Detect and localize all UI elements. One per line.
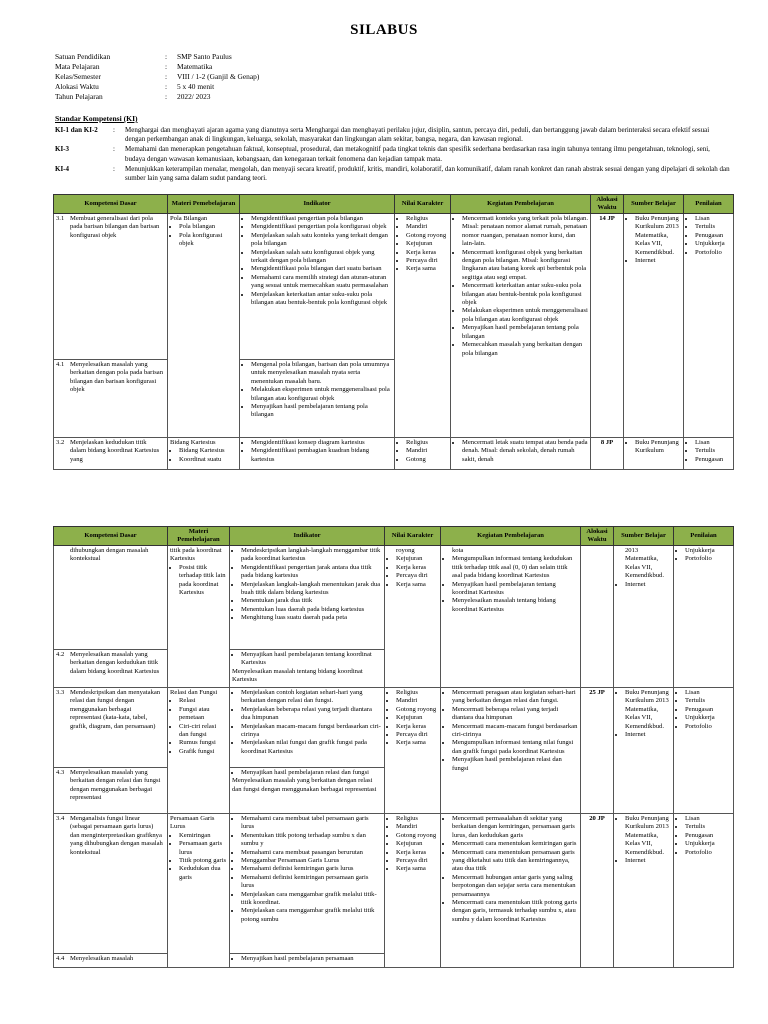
list-item: • Mengidentifikasi pola bilangan dari suatu barisan — [251, 265, 392, 273]
kd-cell — [54, 438, 168, 470]
list-item: • Mencermati beberapa relasi yang terjadi diantara dua himpunan — [452, 706, 578, 723]
list-item: • Mandiri — [396, 823, 438, 831]
document-meta — [55, 52, 259, 102]
kd-number: 3.1 — [56, 215, 65, 222]
list-item: • Mencermati konteks yang terkait pola bilangan. Misal: penataan nomor alamat rumah, penataan nomor ruangan, penataan nomor kursi, dan lain-lain. — [462, 215, 588, 249]
list-item: • Buku Penunjang Kurikulum — [635, 439, 681, 456]
list-item: • Lisan — [685, 689, 731, 697]
list-item: • Mengidentifikasi pengertian pola konfigurasi objek — [251, 223, 392, 231]
list-item: • Memahami definisi kemiringan garis lurus — [241, 865, 382, 873]
header-nilai-karakter: Nilai Karakter — [395, 195, 451, 214]
kd-text: Membuat generalisasi dari pola pada barisan bilangan dan barisan konfigurasi objek — [70, 215, 160, 239]
sumber-continuation: 2013 Matematika, Kelas VII, Kemendikbud. — [625, 547, 665, 580]
header-indikator: Indikator — [230, 527, 385, 546]
meta-row — [55, 92, 259, 102]
list-item: • Mandiri — [406, 223, 448, 231]
list-item: • Mengidentifikasi konsep diagram kartesius — [251, 439, 392, 447]
list-item: • Menyajikan hasil pembelajaran persamaan — [241, 955, 382, 963]
list-item: • Internet — [625, 857, 671, 865]
list-item: • Menyajikan hasil pembelajaran tentang pola bilangan — [462, 324, 588, 341]
list-item: • Mengidentifikasi pembagian kuadran bidang kartesius — [251, 447, 392, 464]
list-item: • Menjelaskan nilai fungsi dan grafik fungsi pada koordinat Kartesius — [241, 739, 382, 756]
kd-number: 4.1 — [56, 361, 65, 368]
table-row — [54, 214, 734, 360]
syllabus-table-2 — [53, 526, 734, 968]
list-item: • Unjukkerja — [695, 240, 731, 248]
indikator-cell — [230, 546, 385, 650]
list-item: • Menjelaskan macam-macam fungsi berdasarkan ciri-cirinya — [241, 723, 382, 740]
list-item: • Percaya diri — [396, 731, 438, 739]
kd-cell — [54, 814, 168, 954]
kd-number: 4.4 — [56, 955, 65, 962]
list-item: • Ciri-ciri relasi dan fungsi — [179, 723, 227, 740]
list-item: • Lisan — [685, 815, 731, 823]
list-item: • Menyajikan hasil pembelajaran tentang koordinat Kartesius — [452, 581, 578, 598]
list-item: • Menyajikan hasil pembelajaran relasi dan fungsi — [452, 756, 578, 773]
list-item: • Kejujuran — [396, 840, 438, 848]
header-materi: Materi Pemebelajaran — [168, 195, 240, 214]
list-item: • Kerja keras — [406, 249, 448, 257]
list-item: • Relasi — [179, 697, 227, 705]
list-item: • Gotong — [406, 456, 448, 464]
list-item: • Penugasan — [685, 832, 731, 840]
list-item: • Unjukkerja — [685, 547, 731, 555]
kd-text: Menyelesaikan masalah yang berkaitan dengan kedudukan titik dalam bidang koordinat Kartesius — [70, 651, 160, 675]
list-item: • Internet — [635, 257, 681, 265]
kegiatan-cell — [441, 688, 581, 814]
list-item: • Percaya diri — [396, 857, 438, 865]
list-item: • Penugasan — [695, 456, 731, 464]
meta-colon: : — [165, 92, 168, 101]
header-sumber: Sumber Belajar — [624, 195, 684, 214]
nilai-continuation: royong — [396, 547, 415, 554]
materi-cell — [168, 546, 230, 688]
list-item: • Percaya diri — [406, 257, 448, 265]
list-item: • Mengumpulkan informasi tentang kedudukan titik terhadap titik asal (0, 0) dan selain titik asal pada bidang koordinat Kartesius — [452, 555, 578, 580]
meta-value: SMP Santo Paulus — [177, 52, 232, 61]
list-item: • Unjukkerja — [685, 714, 731, 722]
list-item: • Memahami cara membuat pasangan berurutan — [241, 849, 382, 857]
materi-text: titik pada koordinat Kartesius — [170, 547, 222, 563]
list-item: • Memahami cara memilih strategi dan aturan-aturan yang sesuai untuk memecahkan suatu permasalahan — [251, 274, 392, 291]
ki-text: Menghargai dan menghayati ajaran agama yang dianutnya serta Menghargai dan menghayati perilaku jujur, disiplin, santun, percaya diri, peduli, dan bertanggung jawab dalam berinteraksi secara efektif sesuai dengan perkembangan anak di lingkungan, keluarga, sekolah, masyarakat dan lingkungan alam sekitar, bangsa, negara, dan kawasan regional. — [125, 126, 710, 144]
meta-colon: : — [165, 62, 168, 71]
list-item: • Bidang Kartesius — [179, 447, 237, 455]
ki-row — [55, 145, 730, 163]
indikator-cell — [230, 954, 385, 968]
list-item: • Buku Penunjang Kurikulum 2013 Matematika, Kelas VII, Kemendikbud. — [635, 215, 681, 257]
table-row — [54, 814, 734, 954]
kd-cell — [54, 650, 168, 688]
list-item: • Mencermati peragaan atau kegiatan sehari-hari yang berkaitan dengan relasi dan fungsi. — [452, 689, 578, 706]
meta-label: Kelas/Semester — [55, 72, 101, 81]
kd-cell — [54, 768, 168, 814]
nilai-cell — [385, 688, 441, 814]
list-item: • Lisan — [695, 215, 731, 223]
sumber-cell — [624, 214, 684, 438]
meta-colon: : — [165, 72, 168, 81]
materi-title: Relasi dan Fungsi — [170, 689, 218, 696]
sumber-cell — [624, 438, 684, 470]
materi-cell — [168, 814, 230, 968]
table-row — [54, 688, 734, 768]
list-item: • Menyelesaikan masalah tentang bidang koordinat Kartesius — [452, 597, 578, 614]
indikator-cell — [240, 214, 395, 360]
nilai-cell — [395, 438, 451, 470]
list-item: • Mandiri — [396, 697, 438, 705]
kd-number: 3.4 — [56, 815, 65, 822]
materi-cell — [168, 438, 240, 470]
meta-row — [55, 52, 259, 62]
meta-row — [55, 62, 259, 72]
penilaian-cell — [684, 214, 734, 438]
kd-cell — [54, 214, 168, 360]
alokasi-cell: 14 JP — [591, 214, 624, 438]
materi-title: Persamaan Garis Lurus — [170, 815, 215, 831]
list-item: • Portofolio — [685, 723, 731, 731]
meta-label: Mata Pelajaran — [55, 62, 100, 71]
list-item: • Menyajikan hasil pembelajaran tentang pola bilangan — [251, 403, 392, 420]
list-item: • Pola konfigurasi objek — [179, 232, 237, 249]
kegiatan-continuation: kota — [452, 547, 464, 554]
ki-text: Menunjukkan keterampilan menalar, mengolah, dan menyaji secara kreatif, produktif, kritis, mandiri, kolaboratif, dan komunikatif, dalam ranah konkret dan ranah abstrak sesuai dengan yang dipelajari di sekolah dan sumber lain yang sama dalam sudut pandang teori. — [125, 164, 730, 183]
list-item: • Kemiringan — [179, 832, 227, 840]
header-alokasi: Alokasi Waktu — [581, 527, 614, 546]
list-item: • Portofolio — [695, 249, 731, 257]
list-item: • Gotong royong — [396, 706, 438, 714]
alokasi-cell: 8 JP — [591, 438, 624, 470]
meta-colon: : — [165, 82, 168, 91]
list-item: • Mengenal pola bilangan, barisan dan pola umumnya untuk menyelesaikan masalah nyata serta menentukan masalah baru. — [251, 361, 392, 386]
ki-row — [55, 165, 730, 183]
list-item: • Kedudukan dua garis — [179, 865, 227, 882]
list-item: • Internet — [625, 581, 671, 589]
kd-text: Menyelesaikan masalah yang berkaitan dengan pola pada barisan bilangan dan barisan konfigurasi objek — [70, 361, 164, 394]
ki-colon: : — [113, 126, 115, 134]
list-item: • Mencermati konfigurasi objek yang berkaitan dengan pola bilangan. Misal: konfigurasi lingkaran atau batang korek api berbentuk pola segitiga atau segi empat. — [462, 249, 588, 283]
list-item: • Mencermati cara menentukan persamaan garis yang diketahui satu titik dan kemiringannya, atau dua titik — [452, 849, 578, 874]
header-kompetensi-dasar: Kompetensi Dasar — [54, 195, 168, 214]
list-item: • Religius — [406, 215, 448, 223]
list-item: • Menjelaskan keterkaitan antar suku-suku pola bilangan atau bentuk-bentuk pola konfigurasi objek — [251, 291, 392, 308]
meta-row — [55, 72, 259, 82]
syllabus-table-1 — [53, 194, 734, 470]
indikator-tail: Menyelesaikan masalah tentang bidang koordinat Kartesius — [232, 667, 363, 684]
list-item: • Mengumpulkan informasi tentang nilai fungsi dan grafik fungsi pada koordinat Kartesius — [452, 739, 578, 756]
meta-row — [55, 82, 259, 92]
kd-cell — [54, 688, 168, 768]
indikator-cell — [240, 438, 395, 470]
indikator-cell — [230, 814, 385, 954]
list-item: • Mencermati permasalahan di sekitar yang berkaitan dengan kemiringan, persamaan garis lurus, dan kedudukan garis — [452, 815, 578, 840]
nilai-cell — [385, 814, 441, 968]
list-item: • Pola bilangan — [179, 223, 237, 231]
list-item: • Melakukan eksperimen untuk menggeneralisasi pola bilangan atau konfigurasi objek — [462, 307, 588, 324]
list-item: • Rumus fungsi — [179, 739, 227, 747]
indikator-cell — [230, 650, 385, 688]
list-item: • Titik potong garis — [179, 857, 227, 865]
list-item: • Kerja sama — [396, 581, 438, 589]
kd-text: Menjelaskan kedudukan titik dalam bidang koordinat Kartesius yang — [70, 439, 160, 463]
list-item: • Mencermati macam-macam fungsi berdasarkan ciri-cirinya — [452, 723, 578, 740]
list-item: • Internet — [625, 731, 671, 739]
ki-list — [55, 126, 730, 184]
penilaian-cell — [684, 438, 734, 470]
list-item: • Menjelaskan contoh kegiatan sehari-hari yang berkaitan dengan relasi dan fungsi. — [241, 689, 382, 706]
penilaian-cell — [674, 688, 734, 814]
table-header-row — [54, 527, 734, 546]
sumber-cell — [614, 546, 674, 688]
sumber-cell — [614, 688, 674, 814]
header-kegiatan: Kegiatan Pembelajaran — [441, 527, 581, 546]
list-item: • Percaya diri — [396, 572, 438, 580]
list-item: • Tertulis — [685, 697, 731, 705]
alokasi-cell: 25 JP — [581, 688, 614, 814]
header-sumber: Sumber Belajar — [614, 527, 674, 546]
list-item: • Menjelaskan beberapa relasi yang terjadi diantara dua himpunan — [241, 706, 382, 723]
header-materi: Materi Pemebelajaran — [168, 527, 230, 546]
list-item: • Memahami cara membuat tabel persamaan garis lurus — [241, 815, 382, 832]
list-item: • Menjelaskan cara menggambar grafik melalui titik-titik koordinat. — [241, 891, 382, 908]
list-item: • Memahami definisi kemiringan persamaan garis lurus — [241, 874, 382, 891]
meta-value: VIII / 1-2 (Ganjil & Genap) — [177, 72, 260, 81]
ki-colon: : — [113, 145, 115, 154]
list-item: • Tertulis — [695, 447, 731, 455]
list-item: • Mengidentifikasi pengertian pola bilangan — [251, 215, 392, 223]
list-item: • Menyajikan hasil pembelajaran tentang koordinat Kartesius — [241, 651, 382, 668]
header-kompetensi-dasar: Kompetensi Dasar — [54, 527, 168, 546]
list-item: • Kerja keras — [396, 849, 438, 857]
indikator-cell — [230, 768, 385, 814]
list-item: • Mencermati keterkaitan antar suku-suku pola bilangan atau bentuk-bentuk pola konfigurasi objek — [462, 282, 588, 307]
list-item: • Penugasan — [695, 232, 731, 240]
list-item: • Kerja keras — [396, 723, 438, 731]
list-item: • Kerja keras — [396, 564, 438, 572]
indikator-cell — [240, 360, 395, 438]
kd-cell — [54, 954, 168, 968]
list-item: • Menentukan titik potong terhadap sumbu x dan sumbu y — [241, 832, 382, 849]
kd-text: Menyelesaikan masalah — [70, 955, 134, 962]
meta-label: Satuan Pendidikan — [55, 52, 111, 61]
list-item: • Kerja sama — [396, 865, 438, 873]
list-item: • Mendeskripsikan langkah-langkah menggambar titik pada koordinat kartesius — [241, 547, 382, 564]
kegiatan-cell — [441, 546, 581, 688]
indikator-tail: Menyelesaikan masalah yang berkaitan dengan relasi dan fungsi dengan menggunakan berbagai representasi — [232, 777, 377, 793]
ki-row — [55, 126, 730, 144]
materi-title: Pola Bilangan — [170, 215, 208, 222]
kd-text: Menyelesaikan masalah yang berkaitan dengan relasi dan fungsi dengan menggunakan berbagai representasi — [70, 769, 161, 802]
table-row — [54, 546, 734, 650]
list-item: • Menjelaskan cara menggambar grafik melalui titik potong sumbu — [241, 907, 382, 924]
list-item: • Menjelaskan salah satu konfigurasi objek yang terkait dengan pola bilangan — [251, 249, 392, 266]
kegiatan-cell — [451, 438, 591, 470]
kegiatan-cell — [451, 214, 591, 438]
list-item: • Buku Penunjang Kurikulum 2013 Matematika, Kelas VII, Kemendikbud. — [625, 815, 671, 857]
list-item: • Menggambar Persamaan Garis Lurus — [241, 857, 382, 865]
kd-text: Menganalisis fungsi linear (sebagai persamaan garis lurus) dan menginterpretasikan grafiknya yang dihubungkan dengan masalah kontekstual — [70, 815, 163, 856]
ki-text: Memahami dan menerapkan pengetahuan faktual, konseptual, prosedural, dan metakognitif pada tingkat teknis dan spesifik sederhana berdasarkan rasa ingin tahunya tentang ilmu pengetahuan, teknologi, seni, budaya dengan wawasan kemanusiaan, kebangsaan, dan kenegaraan terkait fenomena dan kejadian tampak mata. — [125, 145, 710, 163]
ki-colon: : — [113, 164, 115, 173]
list-item: • Posisi titik terhadap titik lain pada koordinat Kartesius — [179, 564, 227, 598]
meta-value: 5 x 40 menit — [177, 82, 215, 91]
meta-label: Tahun Pelajaran — [55, 92, 103, 101]
sumber-cell — [614, 814, 674, 968]
list-item: • Portofolio — [685, 849, 731, 857]
list-item: • Menghitung luas suatu daerah pada peta — [241, 614, 382, 622]
penilaian-cell — [674, 546, 734, 688]
list-item: • Religius — [406, 439, 448, 447]
materi-cell — [168, 688, 230, 814]
list-item: • Kejujuran — [396, 555, 438, 563]
list-item: • Mencermati letak suatu tempat atau benda pada denah. Misal: denah sekolah, denah rumah sakit, denah — [462, 439, 588, 464]
materi-cell — [168, 214, 240, 438]
list-item: • Mencermati cara menentukan titik potong garis dengan garis, termasuk terhadap sumbu x, atau sumbu y dalam koordinat Kartesius — [452, 899, 578, 924]
meta-label: Alokasi Waktu — [55, 82, 99, 91]
list-item: • Unjukkerja — [685, 840, 731, 848]
list-item: • Persamaan garis lurus — [179, 840, 227, 857]
list-item: • Kejujuran — [396, 714, 438, 722]
list-item: • Menentukan jarak dua titik — [241, 597, 382, 605]
table-row — [54, 438, 734, 470]
kd-text: Mendeskripsikan dan menyatakan relasi dan fungsi dengan menggunakan berbagai representasi (kata-kata, tabel, grafik, diagram, dan persamaan) — [70, 689, 161, 730]
list-item: • Penugasan — [685, 706, 731, 714]
ki-heading: Standar Kompetensi (KI) — [55, 114, 138, 123]
list-item: • Fungsi atau pemetaan — [179, 706, 227, 723]
meta-value: Matematika — [177, 62, 213, 71]
nilai-cell — [395, 214, 451, 438]
list-item: • Mengidentifikasi pengertian jarak antara dua titik pada bidang kartesius — [241, 564, 382, 581]
alokasi-cell: 20 JP — [581, 814, 614, 968]
table-header-row — [54, 195, 734, 214]
list-item: • Mencermati cara menentukan kemiringan garis — [452, 840, 578, 848]
kd-text: dihubungkan dengan masalah kontekstual — [70, 547, 149, 563]
list-item: • Gotong royong — [396, 832, 438, 840]
list-item: • Portofolio — [685, 555, 731, 563]
alokasi-cell — [581, 546, 614, 688]
ki-label: KI-3 — [55, 145, 69, 154]
list-item: • Melakukan eksperimen untuk menggeneralisasi pola bilangan atau konfigurasi objek — [251, 386, 392, 403]
header-penilaian: Penilaian — [684, 195, 734, 214]
list-item: • Mencermati hubungan antar garis yang saling berpotongan dan sejajar serta cara menentukan persamaannya — [452, 874, 578, 899]
list-item: • Lisan — [695, 439, 731, 447]
header-alokasi: Alokasi Waktu — [591, 195, 624, 214]
ki-label: KI-1 dan KI-2 — [55, 126, 98, 134]
kegiatan-cell — [441, 814, 581, 968]
indikator-cell — [230, 688, 385, 768]
header-kegiatan: Kegiatan Pembelajaran — [451, 195, 591, 214]
list-item: • Koordinat suatu — [179, 456, 237, 464]
kd-cell — [54, 546, 168, 650]
list-item: • Tertulis — [685, 823, 731, 831]
header-indikator: Indikator — [240, 195, 395, 214]
list-item: • Grafik fungsi — [179, 748, 227, 756]
kd-number: 4.2 — [56, 651, 65, 658]
kd-cell — [54, 360, 168, 438]
materi-title: Bidang Kartesius — [170, 439, 216, 446]
list-item: • Menentukan luas daerah pada bidang kartesius — [241, 606, 382, 614]
nilai-cell — [385, 546, 441, 688]
list-item: • Menyajikan hasil pembelajaran relasi dan fungsi — [241, 769, 382, 777]
header-nilai-karakter: Nilai Karakter — [385, 527, 441, 546]
list-item: • Menjelaskan salah satu konteks yang terkait dengan pola bilangan — [251, 232, 392, 249]
list-item: • Buku Penunjang Kurikulum 2013 Matematika, Kelas VII, Kemendikbud. — [625, 689, 671, 731]
list-item: • Religius — [396, 815, 438, 823]
list-item: • Kerja sama — [396, 739, 438, 747]
list-item: • Tertulis — [695, 223, 731, 231]
ki-label: KI-4 — [55, 164, 69, 173]
list-item: • Menjelaskan langkah-langkah menentukan jarak dua buah titik dalam bidang kartesius — [241, 581, 382, 598]
penilaian-cell — [674, 814, 734, 968]
list-item: • Religius — [396, 689, 438, 697]
list-item: • Mandiri — [406, 447, 448, 455]
kd-number: 3.3 — [56, 689, 65, 696]
kd-number: 3.2 — [56, 439, 65, 446]
list-item: • Memecahkan masalah yang berkaitan dengan pola bilangan — [462, 341, 588, 358]
meta-value: 2022/ 2023 — [177, 92, 211, 101]
header-penilaian: Penilaian — [674, 527, 734, 546]
list-item: • Gotong royong — [406, 232, 448, 240]
list-item: • Kerja sama — [406, 265, 448, 273]
list-item: • Kejujuran — [406, 240, 448, 248]
meta-colon: : — [165, 52, 168, 61]
page-title: SILABUS — [350, 22, 418, 38]
kd-number: 4.3 — [56, 769, 65, 776]
